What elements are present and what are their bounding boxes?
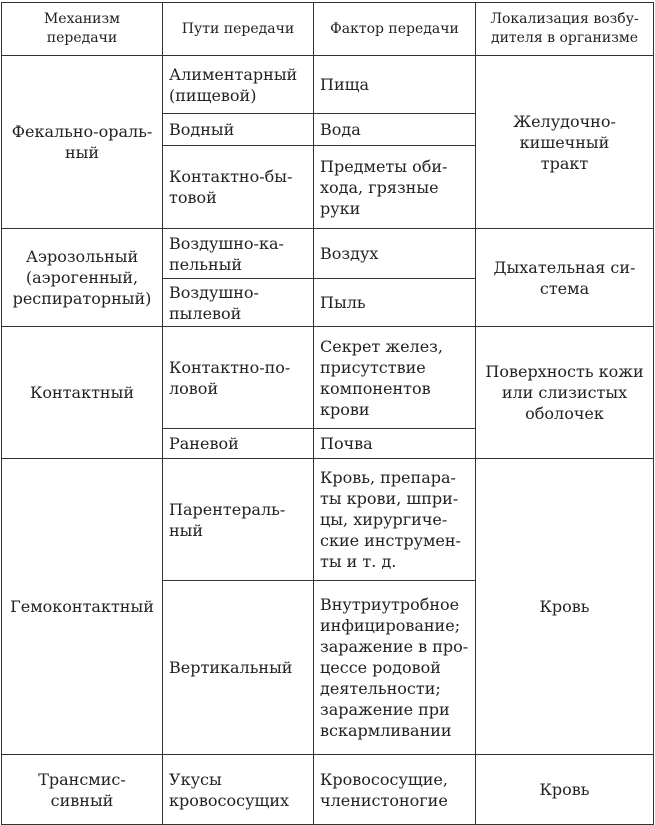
transmission-mechanisms-table <box>1 2 654 825</box>
header-factor: Фактор передачи <box>314 3 476 56</box>
factor-cell: Вода <box>314 114 476 146</box>
route-cell: Воздушно- пылевой <box>163 279 314 327</box>
localization-cell-hemocontact: Кровь <box>476 459 654 755</box>
factor-cell: Пыль <box>314 279 476 327</box>
route-cell: Алиментарный (пищевой) <box>163 56 314 114</box>
route-cell: Укусы кровососущих <box>163 755 314 825</box>
route-cell: Вертикальный <box>163 581 314 755</box>
header-mechanism: Механизм передачи <box>2 3 163 56</box>
route-cell: Водный <box>163 114 314 146</box>
route-cell: Контактно-по- ловой <box>163 327 314 429</box>
route-cell: Контактно-бы- товой <box>163 146 314 229</box>
mechanism-cell-hemocontact: Гемоконтактный <box>2 459 163 755</box>
factor-cell: Кровососущие, членистоногие <box>314 755 476 825</box>
localization-cell-aerosol: Дыхательная си- стема <box>476 229 654 327</box>
mechanism-cell-aerosol: Аэрозольный (аэрогенный, респираторный) <box>2 229 163 327</box>
factor-cell: Предметы оби- хода, грязные руки <box>314 146 476 229</box>
table-row <box>2 755 654 825</box>
factor-cell: Воздух <box>314 229 476 279</box>
localization-cell-transmissive: Кровь <box>476 755 654 825</box>
route-cell: Парентераль- ный <box>163 459 314 581</box>
header-row <box>2 3 654 56</box>
localization-cell-fecal-oral: Желудочно- кишечный тракт <box>476 56 654 229</box>
factor-cell: Внутриутробное инфицирование; заражение в про- цессе родовой деятельности; заражение при вскармливании <box>314 581 476 755</box>
header-routes: Пути передачи <box>163 3 314 56</box>
localization-cell-contact: Поверхность кожи или слизистых оболочек <box>476 327 654 459</box>
table-row <box>2 459 654 581</box>
mechanism-cell-transmissive: Трансмис- сивный <box>2 755 163 825</box>
mechanism-cell-fecal-oral: Фекально-ораль- ный <box>2 56 163 229</box>
route-cell: Воздушно-ка- пельный <box>163 229 314 279</box>
route-cell: Раневой <box>163 429 314 459</box>
factor-cell: Пища <box>314 56 476 114</box>
factor-cell: Почва <box>314 429 476 459</box>
header-localization: Локализация возбу- дителя в организме <box>476 3 654 56</box>
table-row <box>2 229 654 279</box>
table-row <box>2 56 654 114</box>
mechanism-cell-contact: Контактный <box>2 327 163 459</box>
factor-cell: Секрет желез, присутствие компонентов крови <box>314 327 476 429</box>
table-row <box>2 327 654 429</box>
factor-cell: Кровь, препара- ты крови, шпри- цы, хирургиче- ские инструмен- ты и т. д. <box>314 459 476 581</box>
